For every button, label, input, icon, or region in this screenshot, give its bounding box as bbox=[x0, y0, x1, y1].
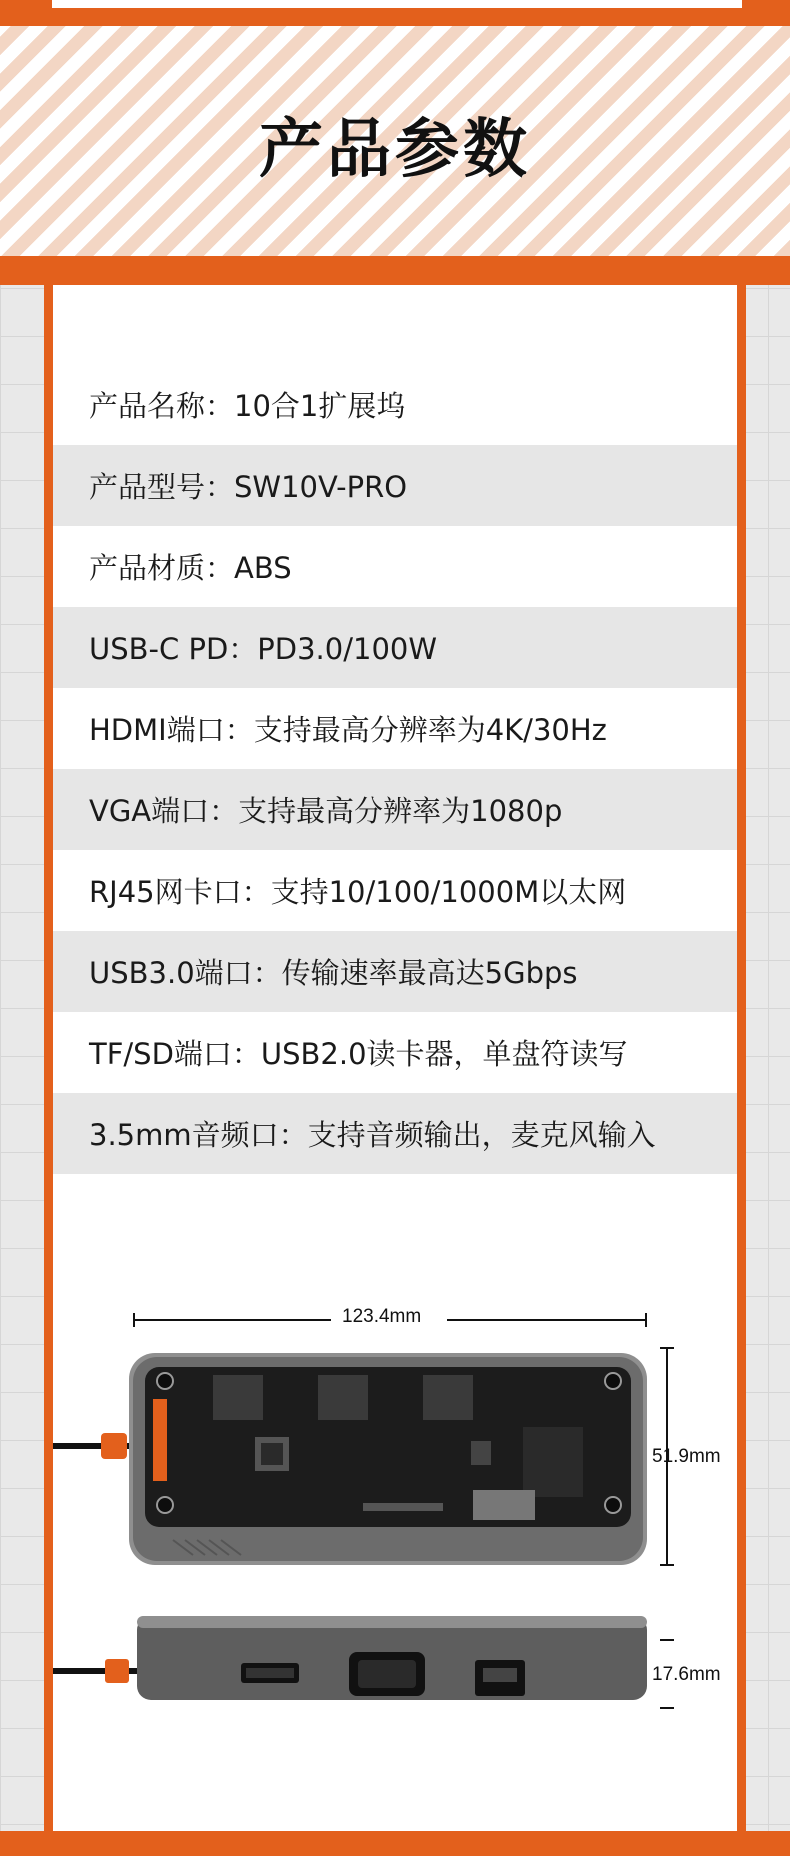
spec-text: VGA端口：支持最高分辨率为1080p bbox=[89, 794, 563, 828]
spec-row bbox=[53, 688, 737, 769]
spec-row bbox=[53, 607, 737, 688]
spec-row bbox=[53, 1012, 737, 1093]
spec-row bbox=[53, 526, 737, 607]
header-bottom-bar bbox=[0, 256, 790, 285]
spec-text: HDMI端口：支持最高分辨率为4K/30Hz bbox=[89, 713, 607, 747]
hub-side-view bbox=[53, 1608, 653, 1713]
spec-text: USB3.0端口：传输速率最高达5Gbps bbox=[89, 956, 578, 990]
spec-text: TF/SD端口：USB2.0读卡器，单盘符读写 bbox=[89, 1037, 628, 1071]
length-label: 123.4mm bbox=[342, 1306, 422, 1327]
bottom-bar bbox=[0, 1831, 790, 1856]
dimension-tick bbox=[645, 1313, 647, 1327]
spec-row bbox=[53, 769, 737, 850]
dimension-tick bbox=[660, 1707, 674, 1709]
cable bbox=[53, 1668, 143, 1674]
spec-text: 3.5mm音频口：支持音频输出，麦克风输入 bbox=[89, 1118, 656, 1152]
spec-row bbox=[53, 445, 737, 526]
header-banner bbox=[0, 0, 790, 285]
dimension-line bbox=[133, 1319, 331, 1321]
cable-connector bbox=[101, 1433, 127, 1459]
spec-text: 产品材质：ABS bbox=[89, 551, 292, 585]
height-label: 17.6mm bbox=[652, 1664, 721, 1685]
spec-row bbox=[53, 931, 737, 1012]
header-top-bar bbox=[0, 0, 790, 26]
spec-text: 产品型号：SW10V-PRO bbox=[89, 470, 408, 504]
page-title: 产品参数 bbox=[259, 113, 531, 187]
spec-text: RJ45网卡口：支持10/100/1000M以太网 bbox=[89, 875, 627, 909]
spec-text: USB-C PD：PD3.0/100W bbox=[89, 632, 438, 666]
dimension-tick bbox=[660, 1639, 674, 1641]
width-label: 51.9mm bbox=[652, 1446, 721, 1467]
spec-row bbox=[53, 850, 737, 931]
cable-connector bbox=[105, 1659, 129, 1683]
hub-top-view bbox=[53, 1345, 653, 1570]
spec-text: 产品名称：10合1扩展坞 bbox=[89, 389, 406, 423]
spec-row bbox=[53, 364, 737, 445]
spec-row bbox=[53, 1093, 737, 1174]
dimension-tick bbox=[660, 1564, 674, 1566]
header-top-bar-inner bbox=[52, 0, 742, 8]
dimension-line bbox=[447, 1319, 647, 1321]
